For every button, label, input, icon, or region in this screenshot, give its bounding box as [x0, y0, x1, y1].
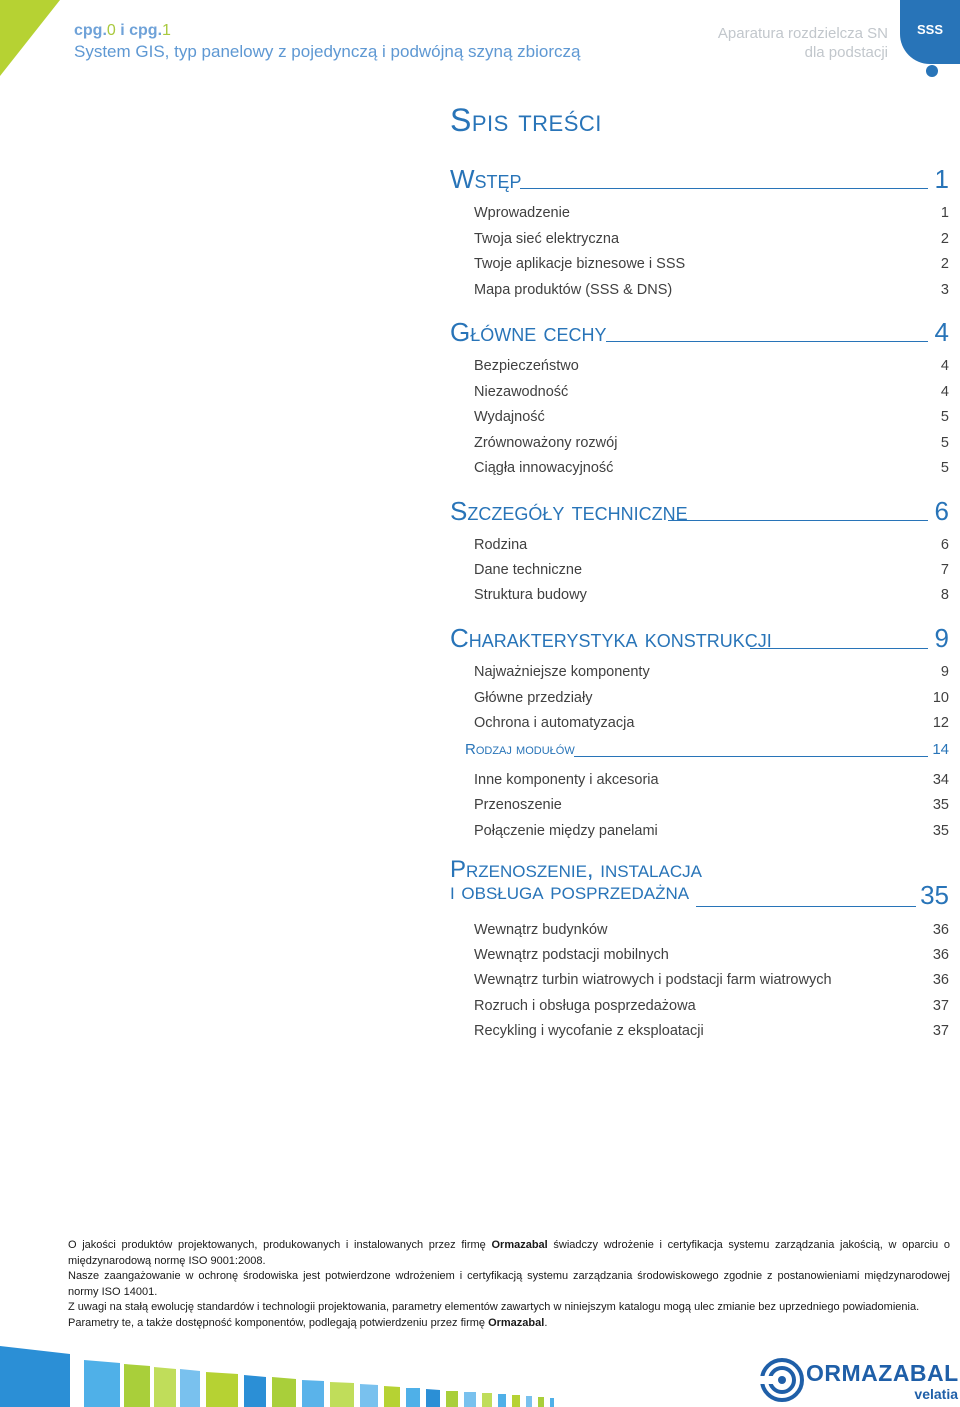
- toc-item[interactable]: Rozruch i obsługa posprzedażowa: [474, 998, 696, 1014]
- subsection-title[interactable]: Rodzaj modułów: [465, 741, 575, 758]
- toc-item-page: 35: [932, 823, 949, 839]
- section-page: 6: [934, 496, 949, 526]
- toc-item[interactable]: Niezawodność: [474, 384, 569, 400]
- header-category: Aparatura rozdzielcza SN dla podstacji: [717, 25, 888, 61]
- toc-item-page: 2: [940, 256, 949, 272]
- toc-item[interactable]: Ochrona i automatyzacja: [474, 715, 635, 731]
- toc-item[interactable]: Najważniejsze komponenty: [474, 664, 650, 680]
- toc-item-page: 9: [940, 664, 949, 680]
- section-title: Charakterystyka konstrukcji: [450, 623, 772, 653]
- toc-item[interactable]: Inne komponenty i akcesoria: [474, 772, 659, 788]
- toc-item-page: 34: [932, 772, 949, 788]
- document-subtitle: System GIS, typ panelowy z pojedynczą i podwójną szyną zbiorczą: [74, 42, 581, 61]
- section-page: 9: [934, 623, 949, 653]
- section-rule: [696, 906, 916, 907]
- toc-title: Spis treści: [450, 102, 602, 138]
- toc-item[interactable]: Wydajność: [474, 409, 545, 425]
- section-title: Główne cechy: [450, 317, 607, 347]
- toc-item[interactable]: Wewnątrz podstacji mobilnych: [474, 947, 669, 963]
- toc-item[interactable]: Wewnątrz turbin wiatrowych i podstacji farm wiatrowych: [474, 972, 832, 988]
- toc-item[interactable]: Połączenie między panelami: [474, 823, 658, 839]
- section-rule: [668, 520, 928, 521]
- toc-item-page: 36: [932, 972, 949, 988]
- toc-item[interactable]: Twoja sieć elektryczna: [474, 231, 620, 247]
- toc-item[interactable]: Mapa produktów (SSS & DNS): [474, 282, 673, 298]
- toc-item[interactable]: Struktura budowy: [474, 587, 587, 603]
- section-page: 1: [934, 164, 949, 194]
- legal-notice: [68, 1238, 950, 1331]
- decorative-stripes: [0, 1346, 700, 1407]
- toc-item[interactable]: Wewnątrz budynków: [474, 922, 608, 938]
- sss-badge: SSS: [900, 0, 960, 64]
- subsection-page: 14: [932, 741, 949, 758]
- toc-item[interactable]: Bezpieczeństwo: [474, 358, 579, 374]
- toc-item[interactable]: Wprowadzenie: [474, 205, 570, 221]
- section-rule: [520, 188, 928, 189]
- toc-item-page: 5: [940, 409, 949, 425]
- subsection-rule: [574, 756, 928, 757]
- corner-triangle: [0, 0, 60, 76]
- toc-item-page: 12: [932, 715, 949, 731]
- section-title: Wstęp: [450, 164, 522, 194]
- toc-item[interactable]: Główne przedziały: [474, 690, 593, 706]
- section-page: 4: [934, 317, 949, 347]
- toc-item-page: 7: [940, 562, 949, 578]
- section-rule: [606, 341, 928, 342]
- toc-item[interactable]: Dane techniczne: [474, 562, 583, 578]
- toc-item-page: 6: [940, 537, 949, 553]
- toc-item[interactable]: Ciągła innowacyjność: [474, 460, 614, 476]
- environment-note: Nasze zaangażowanie w ochronę środowiska jest potwierdzone wdrożeniem i certyfikacją systemu zarządzania środowiskowego zgodnie z postanowieniami międzynarodowej normy ISO 14001.: [68, 1270, 950, 1298]
- toc-item-page: 1: [940, 205, 949, 221]
- toc-item[interactable]: Zrównoważony rozwój: [474, 435, 618, 451]
- toc-item-page: 36: [932, 922, 949, 938]
- toc-item-page: 37: [932, 1023, 949, 1039]
- toc-item-page: 5: [940, 460, 949, 476]
- badge-dot: [926, 65, 938, 77]
- toc-item-page: 3: [940, 282, 949, 298]
- toc-item-page: 2: [940, 231, 949, 247]
- section-page: 35: [920, 880, 949, 910]
- toc-item-page: 36: [932, 947, 949, 963]
- changes-note: Z uwagi na stałą ewolucję standardów i technologii projektowania, parametry elementów zawartych w niniejszym katalogu mogą ulec zmianie bez uprzedniego powiadomienia.: [68, 1301, 920, 1313]
- section-title: Szczegóły techniczne: [450, 496, 688, 526]
- confirmation-note: Parametry te, a także dostępność komponentów, podlegają potwierdzeniu przez firmę Ormazabal.: [68, 1316, 548, 1329]
- toc-item-page: 35: [932, 797, 949, 813]
- toc-item-page: 10: [932, 690, 949, 706]
- toc-item-page: 4: [940, 358, 949, 374]
- toc-item[interactable]: Recykling i wycofanie z eksploatacji: [474, 1023, 704, 1039]
- catalog-code: cpg.0 i cpg.1: [74, 22, 171, 39]
- section-rule: [750, 648, 928, 649]
- section-title: Przenoszenie, instalacja i obsługa posprzedażna: [450, 856, 702, 905]
- ormazabal-emblem-icon: [760, 1358, 804, 1402]
- quality-note: O jakości produktów projektowanych, produkowanych i instalowanych przez firmę Ormazabal świadczy wdrożenie i certyfikacja systemu zarządzania jakością, w oparciu o międzynarodową normę ISO 9001:2008.: [68, 1239, 950, 1267]
- toc-item[interactable]: Twoje aplikacje biznesowe i SSS: [474, 256, 686, 272]
- toc-item[interactable]: Przenoszenie: [474, 797, 562, 813]
- toc-item-page: 37: [932, 998, 949, 1014]
- toc-item[interactable]: Rodzina: [474, 537, 528, 553]
- brand-name: ORMAZABAL: [806, 1360, 959, 1386]
- toc-item-page: 5: [940, 435, 949, 451]
- toc-item-page: 4: [940, 384, 949, 400]
- ormazabal-logo: [760, 1356, 960, 1404]
- brand-sub: velatia: [914, 1386, 958, 1402]
- toc-item-page: 8: [940, 587, 949, 603]
